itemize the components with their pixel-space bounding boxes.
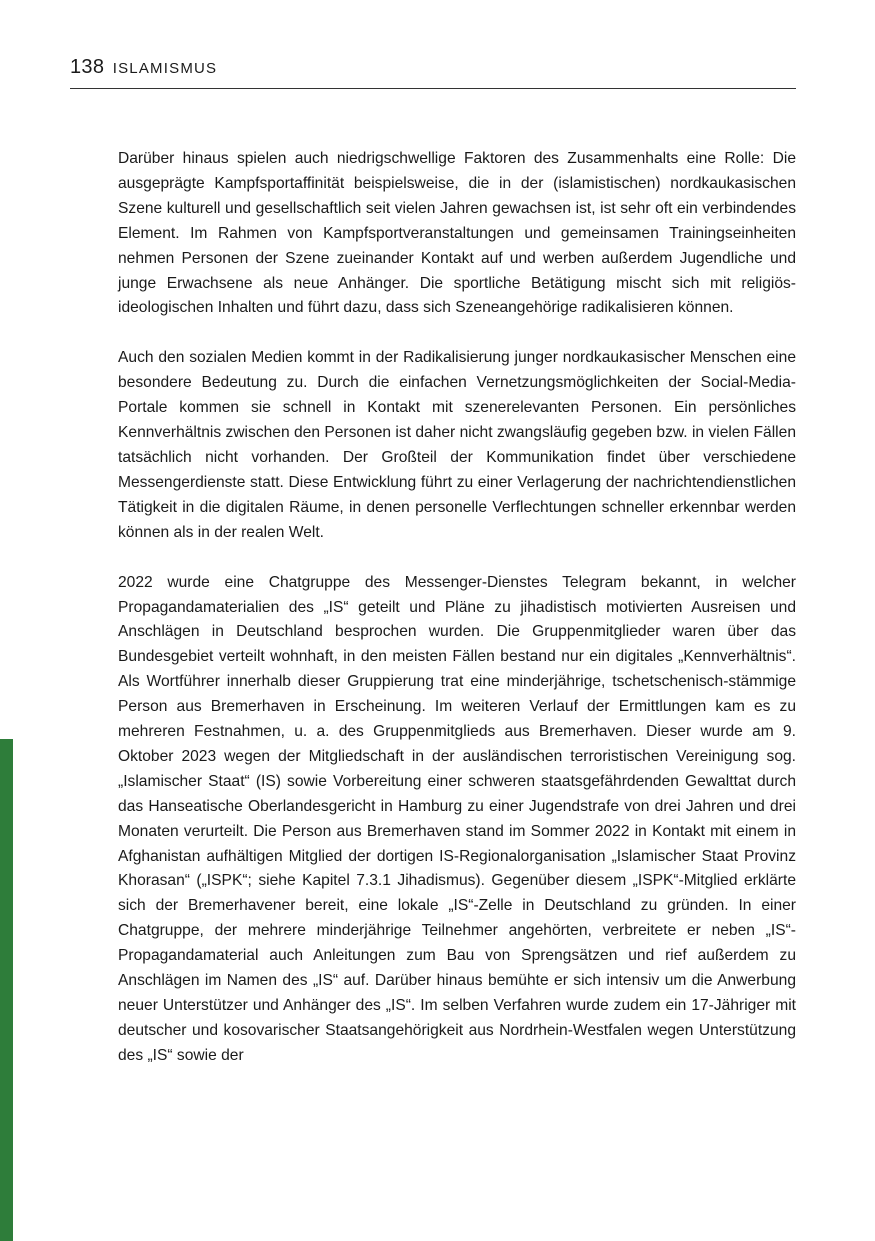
paragraph-3: 2022 wurde eine Chatgruppe des Messenger-Dienstes Telegram bekannt, in welcher Propagandamaterialien des „IS“ geteilt und Pläne zu jihadistisch motivierten Ausreisen und Anschlägen in Deutschland besprochen wurden. Die Gruppenmitglieder waren über das Bundesgebiet verteilt wohnhaft, in den meisten Fällen bestand nur ein digitales „Kennverhältnis“. Als Wortführer innerhalb dieser Gruppierung trat eine minderjährige, tschetschenisch-stämmige Person aus Bremerhaven in Erscheinung. Im weiteren Verlauf der Ermittlungen kam es zu mehreren Festnahmen, u. a. des Gruppenmitglieds aus Bremerhaven. Dieser wurde am 9. Oktober 2023 wegen der Mitgliedschaft in der ausländischen terroristischen Vereinigung sog. „Islamischer Staat“ (IS) sowie Vorbereitung einer schweren staatsgefährdenden Gewalttat durch das Hanseatische Oberlandesgericht in Hamburg zu einer Jugendstrafe von drei Jahren und drei Monaten verurteilt. Die Person aus Bremerhaven stand im Sommer 2022 in Kontakt mit einem in Afghanistan aufhältigen Mitglied der dortigen IS-Regionalorganisation „Islamischer Staat Provinz Khorasan“ („ISPK“; siehe Kapitel 7.3.1 Jihadismus). Gegenüber diesem „ISPK“-Mitglied erklärte sich der Bremerhavener bereit, eine lokale „IS“-Zelle in Deutschland zu gründen. In einer Chatgruppe, der mehrere minderjährige Teilnehmer angehörten, verbreitete er neben „IS“-Propagandamaterial auch Anleitungen zum Bau von Sprengsätzen und rief außerdem zu Anschlägen im Namen des „IS“ auf. Darüber hinaus bemühte er sich intensiv um die Anwerbung neuer Unterstützer und Anhänger des „IS“. Im selben Verfahren wurde zudem ein 17-Jähriger mit deutscher und kosovarischer Staatsangehörigkeit aus Nordrhein-Westfalen wegen Unterstützung des „IS“ sowie der — [118, 573, 796, 1064]
paragraph-1: Darüber hinaus spielen auch niedrigschwellige Faktoren des Zusammenhalts eine Rolle: Die ausgeprägte Kampfsportaffinität beispielsweise, die in der (islamistischen) nordkaukasischen Szene kulturell und gesellschaftlich seit vielen Jahren gewachsen ist, ist sehr oft ein verbindendes Element. Im Rahmen von Kampfsportveranstaltungen und gemeinsamen Trainingseinheiten nehmen Personen der Szene zueinander Kontakt auf und werben außerdem Jugendliche und junge Erwachsene als neue Anhänger. Die sportliche Betätigung mischt sich mit religiös-ideologischen Inhalten und führt dazu, dass sich Szeneangehörige radikalisieren können. — [118, 150, 796, 317]
page-number: 138 — [70, 56, 105, 78]
chapter-color-bar — [0, 739, 13, 1241]
body-text — [118, 147, 796, 1094]
running-head: ISLAMISMUS — [112, 60, 218, 77]
paragraph-2: Auch den sozialen Medien kommt in der Radikalisierung junger nordkaukasischer Menschen eine besondere Bedeutung zu. Durch die einfachen Vernetzungsmöglichkeiten der Social-Media-Portale kommen sie schnell in Kontakt mit szenerelevanten Personen. Ein persönliches Kennverhältnis zwischen den Personen ist daher nicht zwangsläufig gegeben bzw. in vielen Fällen tatsächlich nicht vorhanden. Der Großteil der Kommunikation findet über verschiedene Messengerdienste statt. Diese Entwicklung führt zu einer Verlagerung der nachrichtendienstlichen Tätigkeit in die digitalen Räume, in denen personelle Verflechtungen schneller erkennbar werden können als in der realen Welt. — [118, 349, 796, 541]
page-header — [70, 56, 796, 89]
